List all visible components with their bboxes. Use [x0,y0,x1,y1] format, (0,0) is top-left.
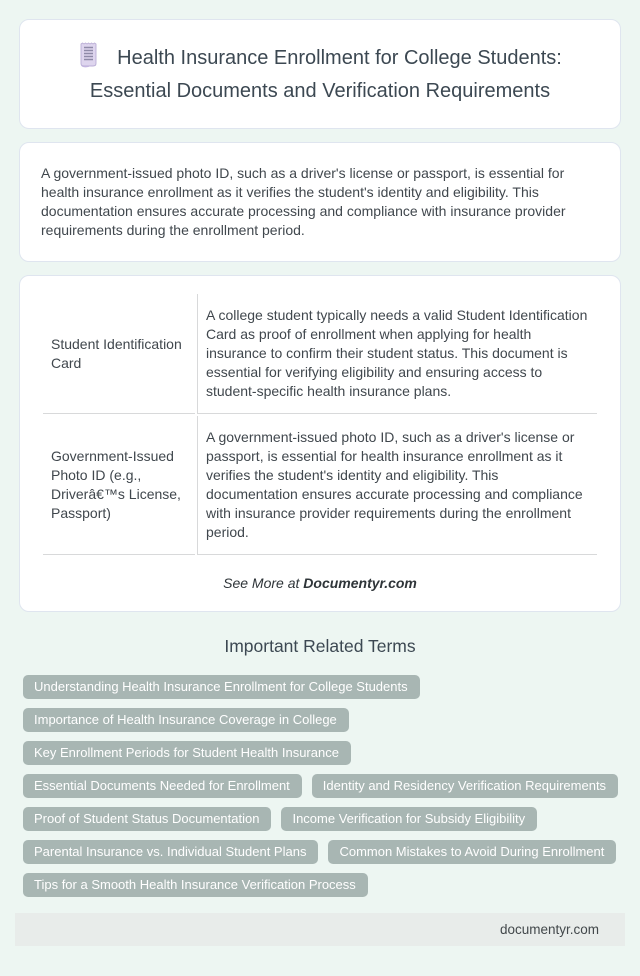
tag-row [23,675,620,699]
related-term-tag[interactable]: Tips for a Smooth Health Insurance Verification Process [23,873,368,897]
title-card [19,19,621,129]
document-preview-page [0,19,640,946]
page-title [48,42,592,106]
term-cell: Student Identification Card [43,294,195,414]
see-more-line [41,575,599,591]
description-cell: A college student typically needs a valid Student Identification Card as proof of enrollment when applying for health insurance to confirm their student status. This document is essential for verifying eligibility and ensuring access to student-specific health insurance plans. [197,294,597,414]
related-term-tag[interactable]: Understanding Health Insurance Enrollment for College Students [23,675,420,699]
related-term-tag[interactable]: Identity and Residency Verification Requirements [312,774,618,798]
summary-card [19,142,621,262]
footer-bar [15,913,625,946]
related-term-tag[interactable]: Parental Insurance vs. Individual Student Plans [23,840,318,864]
related-term-tag[interactable]: Common Mistakes to Avoid During Enrollment [328,840,616,864]
documents-table [41,292,599,557]
documents-card [19,275,621,612]
see-more-prefix: See More at [223,575,300,591]
related-terms-heading: Important Related Terms [224,636,416,656]
tag-row [23,873,620,897]
page-title-text: Health Insurance Enrollment for College Students: Essential Documents and Verification Requirements [89,47,562,102]
summary-text: A government-issued photo ID, such as a driver's license or passport, is essential for health insurance enrollment as it verifies the student's identity and eligibility. This documentation ensures accurate processing and compliance with insurance provider requirements during the enrollment period. [41,165,566,238]
related-term-tag[interactable]: Essential Documents Needed for Enrollment [23,774,302,798]
tag-row [23,708,620,765]
related-term-tag[interactable]: Importance of Health Insurance Coverage in College [23,708,349,732]
tag-row [23,840,620,864]
related-terms-list [23,675,620,897]
table-row [43,416,597,555]
related-term-tag[interactable]: Income Verification for Subsidy Eligibility [281,807,537,831]
receipt-icon [78,42,99,77]
footer-site: documentyr.com [499,922,599,937]
table-row [43,294,597,414]
tag-row [23,807,620,831]
term-cell: Government-Issued Photo ID (e.g., Driverâ€™s License, Passport) [43,416,195,555]
related-term-tag[interactable]: Key Enrollment Periods for Student Health Insurance [23,741,351,765]
tag-row [23,774,620,798]
see-more-site: Documentyr.com [303,575,417,591]
related-term-tag[interactable]: Proof of Student Status Documentation [23,807,271,831]
description-cell: A government-issued photo ID, such as a driver's license or passport, is essential for health insurance enrollment as it verifies the student's identity and eligibility. This documentation ensures accurate processing and compliance with insurance provider requirements during the enrollment period. [197,416,597,555]
